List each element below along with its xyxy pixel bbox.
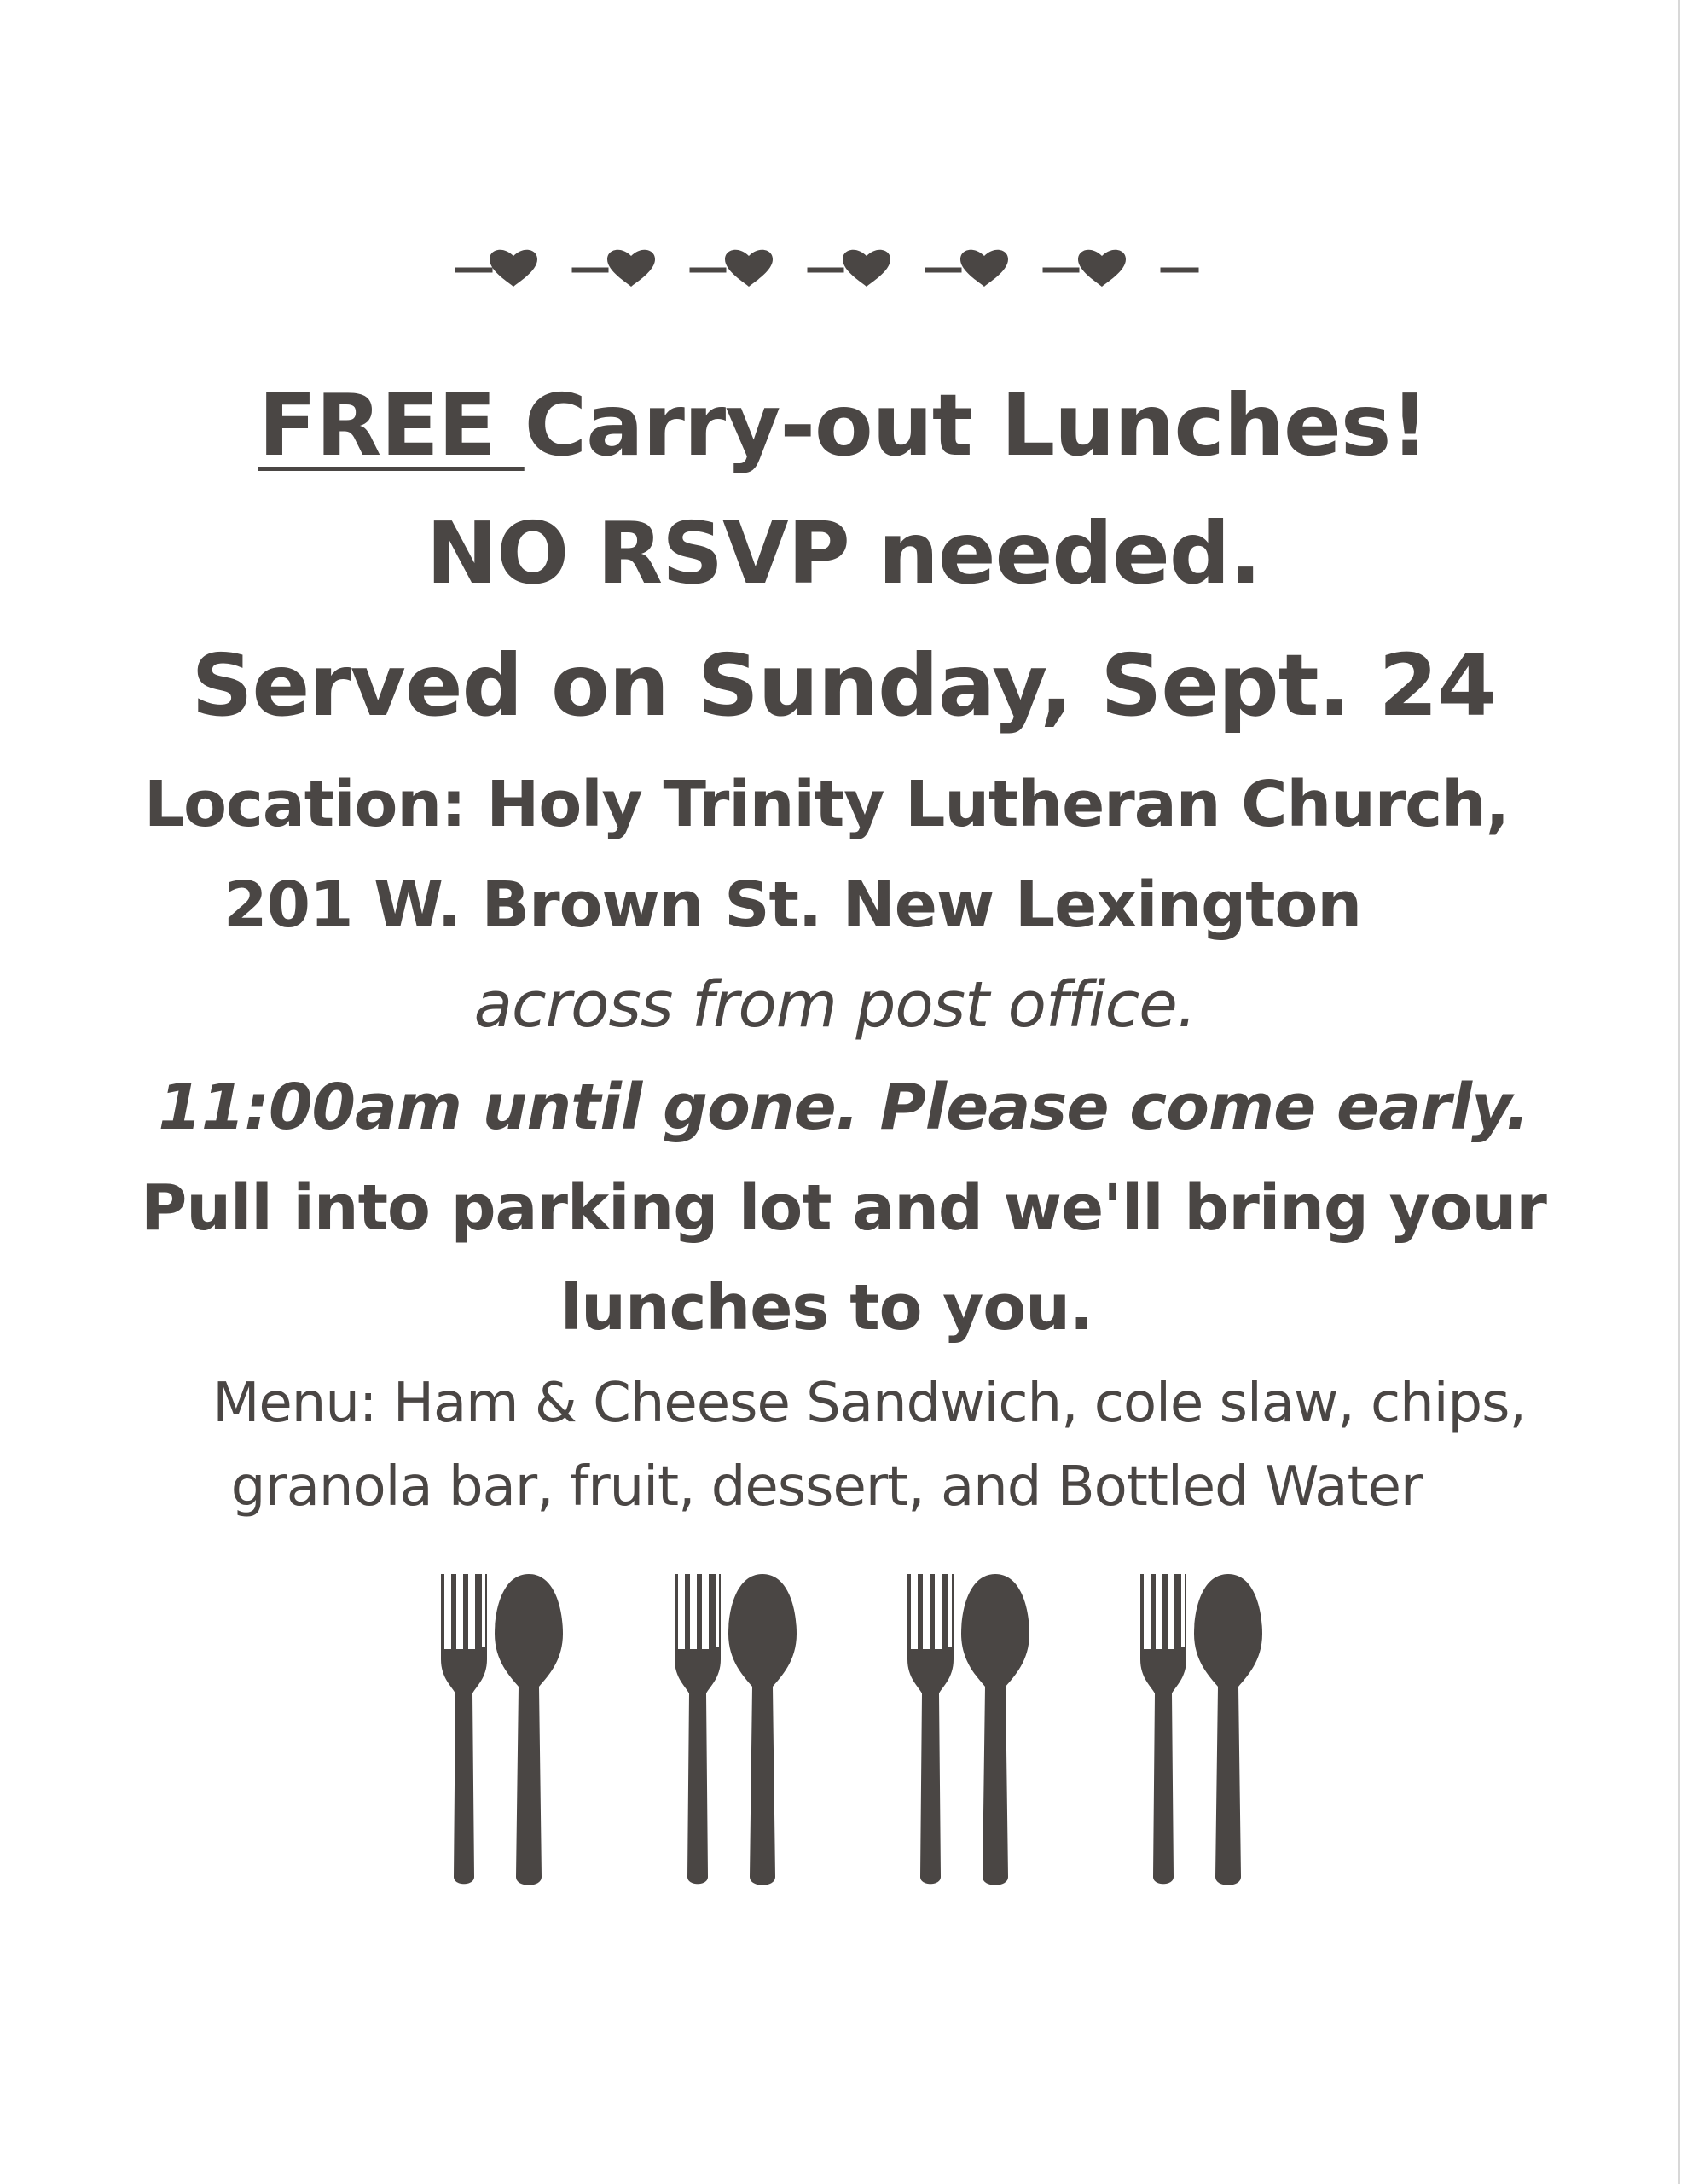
heart-divider [455,244,1214,295]
heart-icon [725,250,773,287]
fork-and-spoon-icon [907,1574,1029,1885]
heart-icon [960,250,1008,287]
cutlery-row [0,1574,1687,1890]
heart-icon [1078,250,1126,287]
fork-tine-gap [704,1574,707,1647]
divider-dash [690,268,726,272]
headline-rest: Carry-out Lunches! [524,375,1429,475]
fork-tine-gap [1157,1574,1161,1647]
fork-tine-gap [913,1574,916,1647]
divider-dash [572,268,608,272]
fork-tine-gap [1181,1574,1185,1647]
fork-tine-gap [482,1574,485,1647]
fork-tine-gap [1145,1574,1149,1647]
heart-icon [843,250,890,287]
landmark-line: across from post office. [473,968,1197,1042]
divider-dash [455,268,492,272]
spoon-icon [495,1574,563,1885]
location-line: Location: Holy Trinity Lutheran Church, [144,768,1509,841]
fork-tine-gap [680,1574,683,1647]
headline [0,375,1687,475]
fork-tine-gap [936,1574,940,1647]
pickup-line-2: lunches to you. [559,1271,1093,1345]
heart-icon [490,250,537,287]
fork-tine-gap [470,1574,473,1647]
fork-tine-gap [925,1574,928,1647]
spoon-icon [961,1574,1029,1885]
heart-icon [607,250,655,287]
fork-tine-gap [1169,1574,1173,1647]
menu-line-1: Menu: Ham & Cheese Sandwich, cole slaw, chips, [212,1372,1526,1435]
spoon-icon [1194,1574,1262,1885]
serving-date: Served on Sunday, Sept. 24 [191,636,1496,735]
fork-tine-gap [948,1574,952,1647]
divider-dash [925,268,961,272]
divider-dash [1161,268,1198,272]
fork-tine-gap [458,1574,461,1647]
fork-and-spoon-icon [675,1574,797,1885]
hours-line: 11:00am until gone. Please come early. [158,1071,1529,1144]
divider-dash [1043,268,1079,272]
pickup-line-1: Pull into parking lot and we'll bring your [141,1171,1546,1245]
address-line: 201 W. Brown St. New Lexington [223,868,1361,942]
rsvp-note: NO RSVP needed. [426,503,1261,603]
fork-tine-gap [716,1574,719,1647]
fork-and-spoon-icon [441,1574,563,1885]
spoon-icon [728,1574,797,1885]
fork-and-spoon-icon [1140,1574,1262,1885]
fork-tine-gap [446,1574,449,1647]
headline-free: FREE [258,375,525,475]
fork-tine-gap [692,1574,695,1647]
menu-line-2: granola bar, fruit, dessert, and Bottled Water [230,1455,1423,1519]
divider-dash [808,268,844,272]
